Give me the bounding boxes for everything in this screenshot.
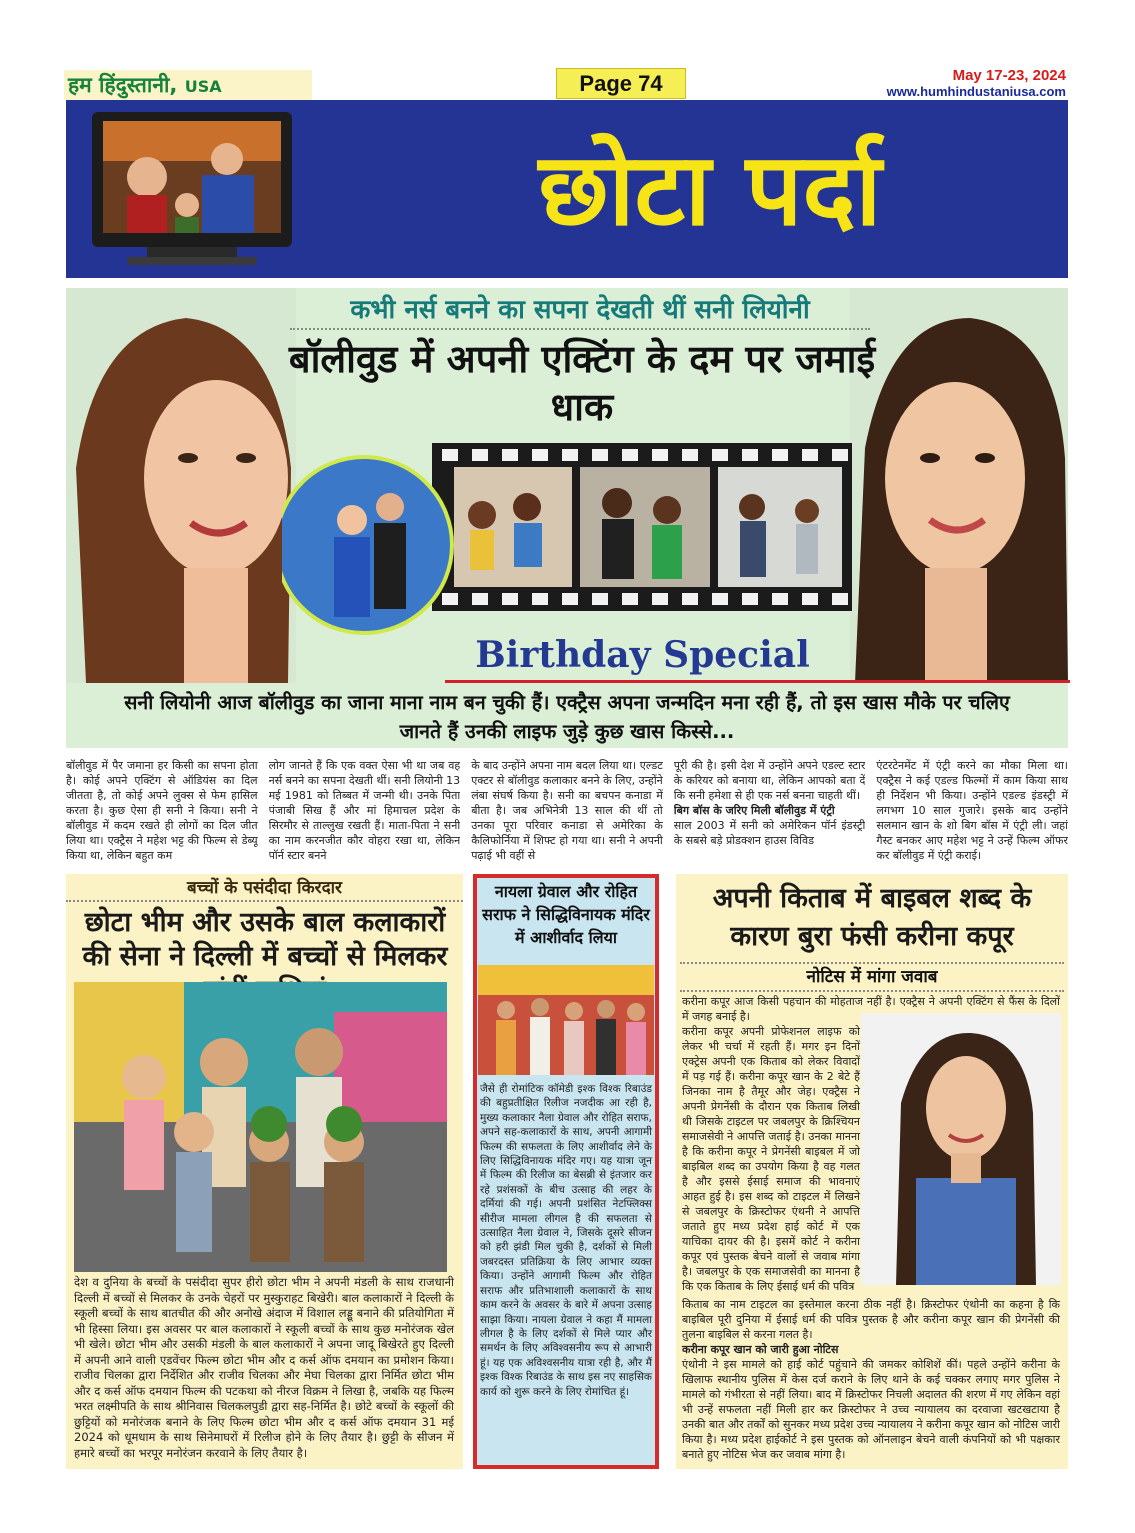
filmstrip-photo-collage — [282, 415, 852, 645]
story-right-title: अपनी किताब में बाइबल शब्द के कारण बुरा फंसी करीना कपूर — [712, 883, 1032, 952]
story-middle-body: जैसे ही रोमांटिक कॉमेडी इश्क विश्क रिबाउंड की बहुप्रतीक्षित रिलीज नजदीक आ रही है, मुख्य कलाकार नैला ग्रेवाल और रोहित सराफ, अपने सह-कलाकारों के साथ, अपनी आगामी फिल्म की सफलता के लिए आशीर्वाद लेने के लिए सिद्धिविनायक मंदिर गए। यह यात्रा जून में फिल्म की रिलीज का बेसब्री से इंतजार कर रहे प्रशंसकों के बीच उत्साह की लहर के दर्मियां की गई। अपनी प्रशंसित नेटफ्लिक्स सीरीज मामला लीगल है की सफलता से उत्साहित नैला ग्रेवाल ने, जिसके दूसरे सीजन को हरी झंडी मिल चुकी है, दर्शकों से मिली जबरदस्त प्रतिक्रिया के लिए आभार व्यक्त किया। उन्होंने आगामी फिल्म और रोहित सराफ और प्रतिभाशाली कलाकारों के साथ काम करने के अवसर के बारे में अपना उत्साह साझा किया। नायला ग्रेवाल ने कहा मैं मामला लीगल है के लिए दर्शकों से मिले प्यार और समर्थन के लिए अविश्वसनीय रूप से आभारी हूं। यह एक अविश्वसनीय यात्रा रही है, और मैं इश्क विश्क रिबाउंड के साथ इस नए साहसिक कार्य को शुरू करने के लिए रोमांचित हूं। — [480, 1083, 652, 1398]
page-number: Page 74 — [556, 68, 686, 99]
story-right-intro: करीना कपूर आज किसी पहचान की मोहताज नहीं है। एक्ट्रैस ने अपनी एक्टिंग से फैंस के दिलों में जगह बनाई है। — [682, 995, 1060, 1023]
feature-column-4 — [674, 758, 866, 866]
tag-underline — [445, 680, 1070, 683]
column-4-subhead: बिग बॉस के जरिए मिली बॉलीवुड में एंट्री — [673, 804, 835, 817]
birthday-special-tag: Birthday Special — [475, 634, 810, 676]
feature-intro: सनी लियोनी आज बॉलीवुड का जाना माना नाम बन चुकी हैं। एक्ट्रैस अपना जन्मदिन मना रही हैं, तो इस खास मौके पर चलिए जानते हैं उनकी लाइफ जुड़े कुछ खास किस्से... — [124, 691, 1010, 743]
story-right-subhead: करीना कपूर खान को जारी हुआ नोटिस — [682, 1343, 839, 1356]
story-left-body: देश व दुनिया के बच्चों के पसंदीदा सुपर हीरो छोटा भीम ने अपनी मंडली के साथ राजधानी दिल्ली में बच्चों से मिलकर के उनके चेहरों पर मुस्कुराहट बिखेरी। बाल कलाकारों ने दिल्ली के स्कूली बच्चों के साथ बातचीत की और अनोखे अंदाज में विशाल लड्डू बनाने की प्रतियोगिता में भी हिस्सा लिया। इस अवसर पर बाल कलाकारों ने स्कूली बच्चों के साथ कुछ मनोरंजक खेल भी खेले। छोटा भीम और उसकी मंडली के बाल कलाकारों ने अपना जादू बिखेरते हुए दिल्ली में अपनी आने वाली एडवेंचर फिल्म छोटा भीम और द कर्स ऑफ दमयान का प्रमोशन किया। राजीव चिलका द्वारा निर्देशित और राजीव चिलका और मेघा चिलका द्वारा निर्मित छोटा भीम और द कर्स ऑफ दमयान फिल्म की पटकथा को नीरज विक्रम ने लिखा है, जबकि यह फिल्म भरत लक्ष्मीपति के साथ श्रीनिवास चिलकलपुडी द्वारा सह-निर्मित है। छोटे बच्चों के स्कूलों की छुट्टियों को मनोरंजक बनाने के लिए फिल्म छोटा भीम और द कर्स ऑफ दमयान 31 मई 2024 को धूमधाम के साथ सिनेमाघरों में रिलीज होने के लिए तैयार है। छुट्टी के सीजन में हमारे बच्चों का भरपूर मनोरंजन करवाने के लिए तैयार है। — [74, 1275, 454, 1460]
website-link[interactable]: www.humhindustaniusa.com — [886, 84, 1066, 99]
story-right-body-wide: किताब का नाम टाइटल का इस्तेमाल करना ठीक नहीं है। क्रिस्टोफर एंथोनी का कहना है कि बाइबिल पूरी दुनिया में ईसाई धर्म की पवित्र पुस्तक है और करीना कपूर खान की प्रेगनेंसी की तुलना बाइबिल से करना गलत है। — [682, 1298, 1060, 1341]
column-4-text: पूरी की है। इसी देश में उन्होंने अपने एडल्ट स्टार के करियर को बनाया था, लेकिन आपको बता दें कि सनी हमेशा से ही एक नर्स बनना चाहती थीं। — [673, 759, 866, 802]
section-title: छोटा पर्दा — [538, 131, 882, 248]
story-middle-title: नायला ग्रेवाल और रोहित सराफ ने सिद्धिविनायक मंदिर में आशीर्वाद लिया — [482, 882, 650, 947]
column-4-continued: साल 2003 में सनी को अमेरिकन पॉर्न इंडस्ट्री के सबसे बड़े प्रोडक्शन हाउस विविड — [673, 819, 866, 847]
siddhivinayak-visit-photo — [478, 965, 654, 1075]
feature-column-2: लोग जानते हैं कि एक वक्त ऐसा भी था जब वह नर्स बनने का सपना देखती थीं। सनी लियोनी 13 मई 1981 को तिब्बत में जन्मी थी। उनके पिता पंजाबी सिख हैं और मां हिमाचल प्रदेश के सिरमौर से ताल्लुख रखती हैं। माता-पिता ने सनी का नाम करनजीत कौर वोहरा रखा था, लेकिन पॉर्न स्टार बनने — [268, 759, 461, 862]
brand-suffix: USA — [184, 77, 222, 96]
issue-date: May 17-23, 2024 — [952, 67, 1066, 84]
story-left-title: छोटा भीम और उसके बाल कलाकारों की सेना ने दिल्ली में बच्चों से मिलकर — [82, 907, 448, 972]
feature-kicker: कभी नर्स बनने का सपना देखती थीं सनी लियोनी — [290, 292, 870, 330]
feature-column-3: के बाद उन्होंने अपना नाम बदल लिया था। एल्डट एक्टर से बॉलीवुड कलाकार बनने के लिए, उन्होंने लंबा संघर्ष किया है। सनी का बचपन कनाडा में बीता है। जब अभिनेत्री 13 साल की थीं तो उनका पूरा परिवार कनाडा से अमेरिका के कैलिफोर्निया में शिफ्ट हो गया था। सनी ने अपनी पढ़ाई भी वहीं से — [471, 759, 663, 862]
story-right-subtitle: नोटिस में मांगा जवाब — [680, 962, 1064, 992]
sunny-leone-portrait-right — [850, 288, 1068, 683]
chhota-bheem-cast-photo — [74, 982, 447, 1272]
story-right-body-narrow: करीना कपूर अपनी प्रोफेशनल लाइफ को लेकर भी चर्चा में रहती हैं। मगर इन दिनों एक्ट्रेस अपनी एक किताब को लेकर विवादों में पड़ गई हैं। करीना कपूर खान के 2 बेटे हैं जिनका नाम है तैमूर और जेह। एक्ट्रैस ने अपनी प्रेगनेंसी के दौरान एक किताब लिखी थी जिसके टाइटल पर जबलपुर के क्रिश्चियन समाजसेवी ने आपत्ति जताई है। उनका मानना है कि करीना कपूर ने प्रेगनेंसी बाइबल में जो बाइबिल शब्द का उपयोग किया है वह गलत है और इससे ईसाई समाज की भावनाएं आहत हुई है। इस शब्द को टाइटल में लिखने से जबलपुर के क्रिस्टोफर एंथनी ने आपत्ति जताते हुए मध्य प्रदेश हाई कोर्ट में एक याचिका दायर की है। इसमें कोर्ट ने करीना कपूर एवं पुस्तक बेचने वालों से जवाब मांगा है। जबलपुर के एक समाजसेवी का मानना है कि एक किताब के लिए ईसाई धर्म की पवित्र — [682, 1025, 860, 1293]
story-left-kicker: बच्चों के पसंदीदा किरदार — [66, 876, 463, 902]
publication-brand: हम हिंदुस्तानी, USA — [64, 70, 312, 100]
feature-headline: बॉलीवुड में अपनी एक्टिंग के दम पर जमाई धाक — [288, 337, 876, 429]
television-illustration — [87, 107, 297, 272]
feature-columns — [66, 758, 1068, 866]
story-right-body-end: एंथोनी ने इस मामले को हाई कोर्ट पहुंचाने की जमकर कोशिशें कीं। पहले उन्होंने करीना के खिलाफ स्थानीय पुलिस में केस दर्ज कराने के लिए थाने के कई चक्कर लगाए मगर पुलिस ने मामले को गंभीरता से नहीं लिया। बाद में क्रिस्टोफर निचली अदालत की शरण में गए लेकिन वहां भी उन्हें सफलता नहीं मिली हार कर क्रिस्टोफर ने उच्च न्यायालय का दरवाजा खटखटाया है उनकी बात और तर्कों को सुनकर मध्य प्रदेश उच्च न्यायालय ने करीना कपूर खान को नोटिस जारी किया है। मध्य प्रदेश हाईकोर्ट ने इस पुस्तक को ऑनलाइन बेचने वाली कंपनियों को भी पक्षकार बनाते हुए नोटिस भेज कर जवाब मांगा है। — [682, 1358, 1060, 1461]
feature-column-1: बॉलीवुड में पैर जमाना हर किसी का सपना होता है। कोई अपने एक्टिंग से ऑडियंस का दिल जीतता है, तो कोई अपने लुक्स से फेम हासिल करता है। कुछ ऐसा ही सनी ने किया। सनी ने बॉलीवुड में कदम रखते ही लोगों का दिल जीत लिया था। एक्ट्रैस ने महेश भट्ट की फिल्म से डेब्यू किया था, लेकिन बहुत कम — [66, 759, 258, 862]
story-right-body-top — [682, 994, 1060, 1294]
story-right-body-bottom — [682, 1297, 1060, 1462]
sunny-leone-portrait-left — [66, 288, 296, 683]
feature-column-5: एंटरटेनमेंट में एंट्री करने का मौका मिला था। एक्ट्रैस ने कई एडल्ड फिल्मों में काम किया साथ ही निर्देशन भी किया। उन्होंने एडल्ड इंडस्ट्री में लगभग 10 साल गुजारे। इसके बाद उन्होंने सलमान खान के शो बिग बॉस में एंट्री ली। जहां गैस्ट बनकर आए महेश भट्ट ने उन्हें फिल्म ऑफर कर बॉलीवुड में एंट्री कराई। — [876, 759, 1068, 862]
